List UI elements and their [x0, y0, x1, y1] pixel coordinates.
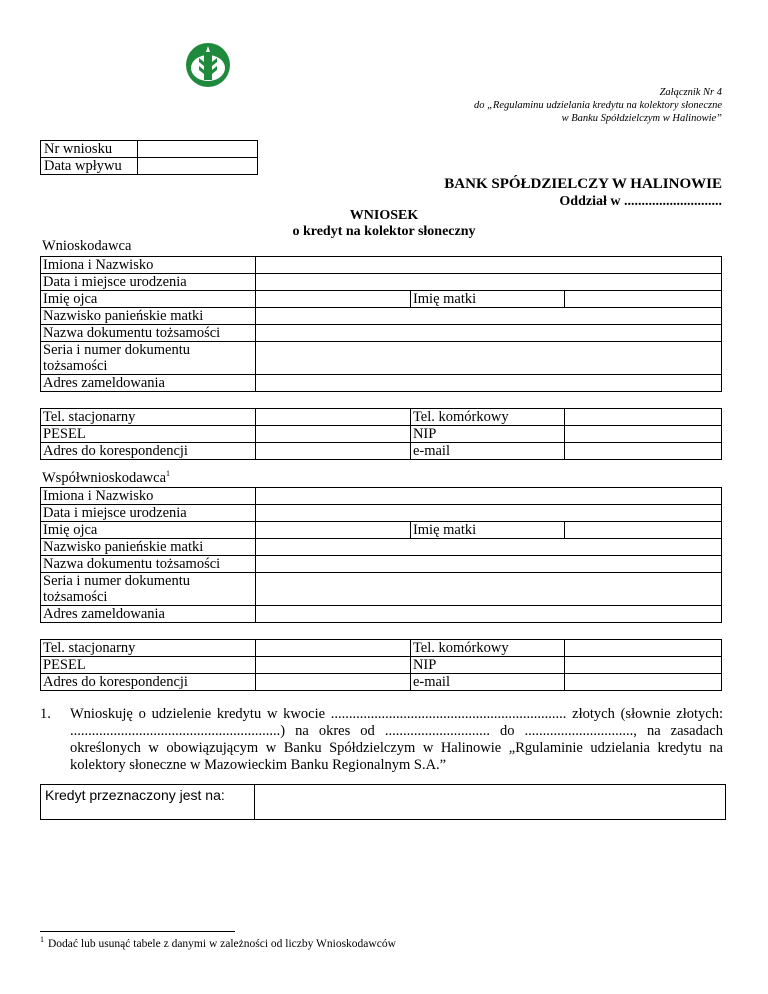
doc-number-field[interactable] — [256, 342, 722, 375]
co-birth-label: Data i miejsce urodzenia — [41, 505, 256, 522]
co-phone-field[interactable] — [256, 640, 410, 657]
purpose-label: Kredyt przeznaczony jest na: — [41, 785, 255, 820]
co-birth-field[interactable] — [256, 505, 722, 522]
names-label: Imiona i Nazwisko — [41, 257, 256, 274]
footnote-mark: 1 — [40, 935, 44, 944]
mobile-field[interactable] — [565, 409, 722, 426]
bank-header — [444, 175, 722, 211]
co-maiden-label: Nazwisko panieńskie matki — [41, 539, 256, 556]
request-number: 1. — [40, 706, 51, 722]
co-pesel-field[interactable] — [256, 657, 410, 674]
request-text: Wnioskuję o udzielenie kredytu w kwocie ................................................................. złotych (słownie złotych: ..........................................................) na okres od ............................. do .............................., na zasadach określonych w obowiązującym w Banku Spółdzielczym w Halinowie „Rgulaminie udzielania kredytu na kolektory słoneczne w Mazowieckim Banku Regionalnym S.A.” — [70, 706, 723, 773]
title-line-1: WNIOSEK — [349, 208, 419, 223]
co-mother-label: Imię matki — [410, 522, 564, 539]
co-correspondence-label: Adres do korespondencji — [41, 674, 256, 691]
pesel-label: PESEL — [41, 426, 256, 443]
nip-label: NIP — [410, 426, 564, 443]
phone-label: Tel. stacjonarny — [41, 409, 256, 426]
names-field[interactable] — [256, 257, 722, 274]
annex-note — [474, 86, 722, 125]
annex-line-2: do „Regulaminu udzielania kredytu na kolektory słoneczne — [473, 100, 722, 111]
purpose-table — [40, 784, 726, 820]
co-names-label: Imiona i Nazwisko — [41, 488, 256, 505]
receipt-date-label: Data wpływu — [41, 158, 138, 175]
coapplicant-heading — [42, 469, 170, 487]
email-label: e-mail — [410, 443, 564, 460]
bank-name: BANK SPÓŁDZIELCZY W HALINOWIE — [444, 176, 722, 192]
mobile-label: Tel. komórkowy — [410, 409, 564, 426]
co-correspondence-field[interactable] — [256, 674, 410, 691]
co-doc-name-field[interactable] — [256, 556, 722, 573]
co-pesel-label: PESEL — [41, 657, 256, 674]
receipt-date-field[interactable] — [138, 158, 258, 175]
phone-field[interactable] — [256, 409, 410, 426]
mother-label: Imię matki — [410, 291, 564, 308]
father-label: Imię ojca — [41, 291, 256, 308]
address-field[interactable] — [256, 375, 722, 392]
email-field[interactable] — [565, 443, 722, 460]
application-number-field[interactable] — [138, 141, 258, 158]
doc-number-label: Seria i numer dokumentu tożsamości — [41, 342, 256, 375]
co-mobile-field[interactable] — [565, 640, 722, 657]
co-nip-label: NIP — [410, 657, 564, 674]
co-doc-number-label: Seria i numer dokumentu tożsamości — [41, 573, 256, 606]
co-spacer-row — [41, 623, 722, 640]
co-address-field[interactable] — [256, 606, 722, 623]
co-phone-label: Tel. stacjonarny — [41, 640, 256, 657]
applicant-heading: Wnioskodawca — [42, 238, 132, 254]
co-maiden-field[interactable] — [256, 539, 722, 556]
birth-label: Data i miejsce urodzenia — [41, 274, 256, 291]
co-mother-field[interactable] — [565, 522, 722, 539]
applicant-table — [40, 256, 722, 460]
co-father-label: Imię ojca — [41, 522, 256, 539]
doc-name-label: Nazwa dokumentu tożsamości — [41, 325, 256, 342]
birth-field[interactable] — [256, 274, 722, 291]
co-email-field[interactable] — [565, 674, 722, 691]
address-label: Adres zameldowania — [41, 375, 256, 392]
footnote-ref: 1 — [166, 469, 171, 478]
doc-name-field[interactable] — [256, 325, 722, 342]
co-email-label: e-mail — [410, 674, 564, 691]
title-line-2: o kredyt na kolektor słoneczny — [292, 224, 476, 239]
registry-table — [40, 140, 258, 175]
application-number-label: Nr wniosku — [41, 141, 138, 158]
co-doc-number-field[interactable] — [256, 573, 722, 606]
request-paragraph — [40, 706, 723, 774]
coapplicant-heading-text: Współwnioskodawca — [42, 469, 167, 486]
footnote-separator — [40, 931, 235, 932]
pesel-field[interactable] — [256, 426, 410, 443]
father-field[interactable] — [256, 291, 410, 308]
mother-field[interactable] — [565, 291, 722, 308]
spacer-row — [41, 392, 722, 409]
coapplicant-table — [40, 487, 722, 691]
annex-line-3: w Banku Spółdzielczym w Halinowie” — [561, 113, 722, 124]
co-nip-field[interactable] — [565, 657, 722, 674]
document-title — [0, 208, 768, 240]
co-father-field[interactable] — [256, 522, 410, 539]
co-names-field[interactable] — [256, 488, 722, 505]
bank-branch: Oddział w ............................ — [559, 194, 722, 209]
purpose-field[interactable] — [255, 785, 726, 820]
correspondence-field[interactable] — [256, 443, 410, 460]
bank-logo — [185, 42, 231, 88]
nip-field[interactable] — [565, 426, 722, 443]
correspondence-label: Adres do korespondencji — [41, 443, 256, 460]
footnote — [40, 935, 396, 950]
footnote-text: Dodać lub usunąć tabele z danymi w zależności od liczby Wnioskodawców — [48, 937, 396, 950]
maiden-field[interactable] — [256, 308, 722, 325]
co-mobile-label: Tel. komórkowy — [410, 640, 564, 657]
co-doc-name-label: Nazwa dokumentu tożsamości — [41, 556, 256, 573]
annex-line-1: Załącznik Nr 4 — [659, 87, 722, 98]
co-address-label: Adres zameldowania — [41, 606, 256, 623]
maiden-label: Nazwisko panieńskie matki — [41, 308, 256, 325]
